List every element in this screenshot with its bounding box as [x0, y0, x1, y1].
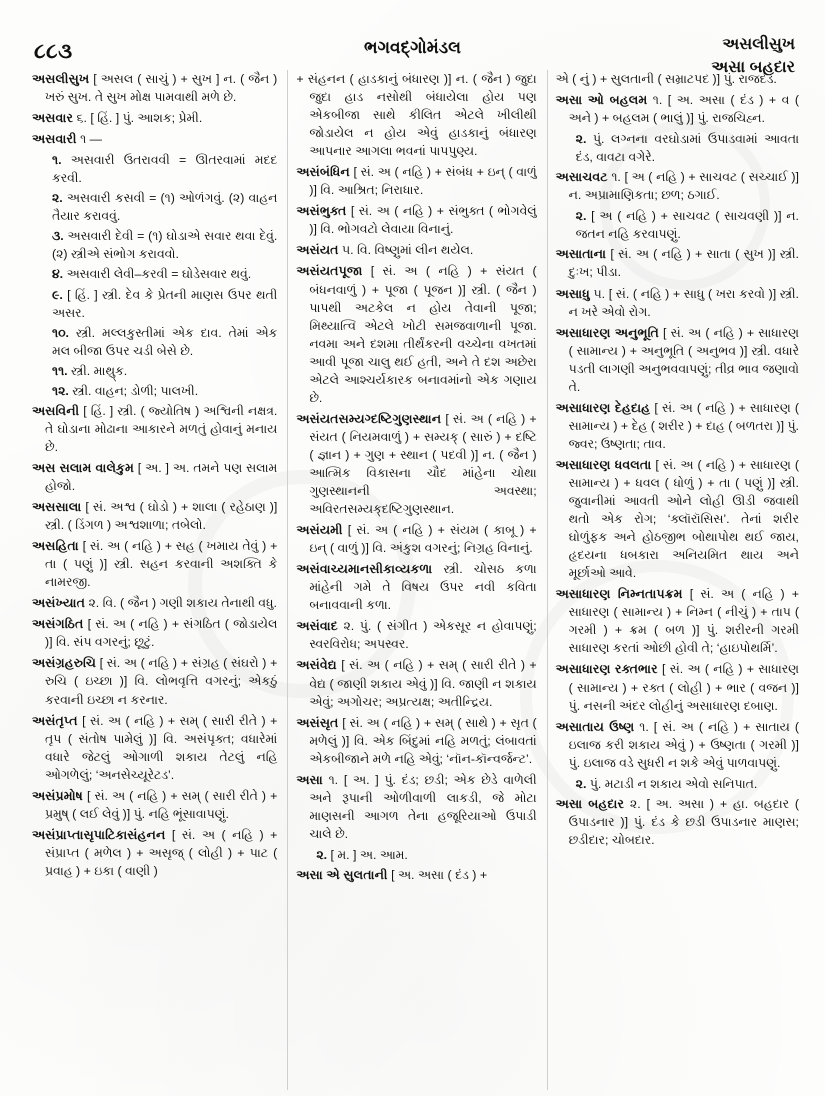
dictionary-entry — [556, 585, 799, 657]
sense-definition: અસવારી લેવી–કરવી = ઘોડેસવાર થવું. — [63, 267, 252, 282]
dictionary-entry — [296, 262, 536, 406]
entry-definition: [ અસલ ( સાચું ) + સુખ ] ન. ( જૈન ) ખરું સુખ. તે સુખ મોક્ષ પામવાથી મળે છે. — [45, 72, 278, 105]
entry-headword: અસસાલા — [32, 500, 82, 515]
entry-headword: અસંબંધિન — [296, 165, 350, 180]
dictionary-entry — [32, 787, 277, 823]
entry-definition: [ સં. અ ( નહિ ) + સાધારણ ( સામાન્ય ) + નિમ્ન ( નીચું ) + તાપ ( ગરમી ) + ક્રમ ( બળ )] પું. શરીરની ગરમી સાધારણ કરતાં ઓછી હોવી તે; ‘હાઇપોથર્મિ’. — [568, 587, 799, 656]
entry-definition: [ સં. અ ( નહિ ) + સંપ્રાપ્ત ( મળેલ ) + અસૃજ્ ( લોહી ) + પાટ ( પ્રવાહ ) + ઇકા ( વાણી ) — [45, 827, 278, 878]
entry-definition: ૫. [ સં. ( નહિ ) + સાધુ ( ખરા કરવો )] સ્ત્રી. ન ખરે એવો રોગ. — [568, 286, 799, 319]
dictionary-entry — [556, 718, 799, 772]
dictionary-sense — [32, 265, 277, 283]
entry-headword: અસા — [296, 772, 323, 787]
dictionary-entry — [32, 70, 277, 106]
entry-definition: [ સં. અ ( નહિ ) + સાધારણ ( સામાન્ય ) + ધવલ ( ધોળું ) + તા ( પણું )] સ્ત્રી. જુવાનીમાં આવતી ઓને લોહી ઊડી જવાથી થતો એક રોગ; ‘ક્લૉરૉસિસ’. તેનાં શરીર ઘોળુંફક અને હોઠજીભ બોથાપોથ થઈ જાય, હૃદયના ધબકારા અનિયમિત થાય અને મૂર્છાઓ આવે. — [568, 457, 799, 581]
entry-definition: [ સં. અ ( નહિ ) + સમ્ ( સાથે ) + સૃત ( મળેલું )] વિ. એક બિંદુમાં નહિ મળતું; લંબાવતાં એકબીજાને મળે નહિ એવું; ‘નૉન-કૉન્વર્જન્ટ’. — [309, 715, 537, 766]
dictionary-sense — [32, 382, 277, 400]
dictionary-entry — [296, 714, 536, 768]
entry-headword: અસંયમી — [296, 523, 343, 538]
entry-headword: અસા બહદાર — [555, 796, 625, 811]
dictionary-entry — [556, 399, 799, 453]
entry-definition: ૬. [ હિં. ] પું. આશક; પ્રેમી. — [73, 111, 203, 126]
entry-definition: [ સં. અ ( નહિ ) + સંયત ( બંધનવાળું ) + પૂજા ( પૂજન )] સ્ત્રી. ( જૈન ) પાપથી અટકેલ ન હોય તેવાની પૂજા; મિથ્યાત્વિ એટલે ખોટી સમજવાળાની પૂજા. નવમા અને દશમા તીર્થંકરની વચ્ચેના વખતમાં આવી પૂજા ચાલુ થઈ હતી, અને તે દશ અછેરા એટલે આશ્ચર્યકારક બનાવમાંનો એક ગણાય છે. — [309, 264, 537, 405]
entry-definition: [ અ. અસા ( દંડ ) + — [387, 867, 488, 882]
dictionary-sense — [32, 189, 277, 225]
entry-definition: [ સં. અ ( નહિ ) + સમ્ ( સારી રીતે ) + વેદ્ય ( જાણી શકાય એવું )] વિ. જાણી ન શકાય એવું; અગોચર; અપ્રત્યક્ષ; અતીન્દ્રિય. — [309, 658, 537, 709]
entry-definition: [ સં. અ ( નહિ ) + સંયમ ( કાબૂ ) + ઇન્ ( વાળું )] વિ. અંકુશ વગરનું; નિગ્રહ વિનાનું. — [309, 523, 537, 556]
text-column-3 — [547, 70, 809, 1090]
entry-headword: અસંવાચ્યમાનસીકાવ્યકળા — [296, 562, 433, 577]
dictionary-entry — [296, 521, 536, 557]
entry-definition: [ સં. અ ( નહિ ) + સંભુક્ત ( ભોગવેલું )] વિ. ભોગવટો લેવાયા વિનાનું. — [309, 204, 537, 237]
entry-headword: અસ સલામ વાલેકુમ — [32, 460, 134, 475]
entry-definition: ૧ — — [76, 132, 102, 147]
entry-headword: અસા ઓ બહલમ — [555, 93, 648, 108]
dictionary-entry — [32, 130, 277, 148]
entry-definition: [ સં. અ ( નહિ ) + સંગઠિત ( જોડાયેલ )] વિ. સંપ વગરનું; છૂટું. — [45, 617, 278, 650]
text-column-1 — [24, 70, 287, 1090]
dictionary-entry — [296, 866, 536, 884]
text-column-2 — [287, 70, 546, 1090]
entry-headword: અસાધારણ રક્તભાર — [555, 662, 658, 677]
dictionary-sense — [556, 130, 799, 166]
dictionary-sense — [32, 286, 277, 322]
dictionary-entry — [556, 245, 799, 281]
entry-headword: અસંયતપૂજા — [296, 264, 363, 279]
entry-definition: ૨. [ અ. અસા ) + હા. બહદાર ( ઉપાડનાર )] પું. દંડ કે છડી ઉપાડનાર માણસ; છડીદાર; ચોબદાર. — [568, 796, 799, 847]
entry-definition: + સંહનન ( હાડકાનું બંધારણ )] ન. ( જૈન ) જુદા જુદા હાડ નસોથી બંધાયેલા હોય પણ એકબીજા સાથે કીલિત એટલે ખીલીથી જોડાયેલ ન હોય એવું હાડકાનું બંધારણ આપનાર આગલા ભવનાં પાપપુણ્ય. — [296, 72, 537, 159]
dictionary-sense — [296, 846, 536, 864]
entry-definition: સ્ત્રી. ચોસઠ કળા માંહેની ગમે તે વિષય ઉપર નવી કવિતા બનાવવાની કળા. — [309, 562, 537, 613]
dictionary-entry — [32, 109, 277, 127]
entry-headword: અસંયત — [296, 243, 339, 258]
dictionary-entry — [32, 826, 277, 880]
entry-headword: અસંખ્યાત — [32, 596, 86, 611]
dictionary-entry — [32, 402, 277, 456]
entry-headword: અસાધારણ નિમ્નતાપક્રમ — [555, 587, 683, 602]
entry-headword: અસાધારણ ધવલતા — [555, 457, 652, 472]
dictionary-sense — [556, 207, 799, 243]
dictionary-entry — [32, 615, 277, 651]
entry-definition: ૨. વિ. ( જૈન ) ગણી શકાય તેનાથી વધુ. — [85, 596, 277, 611]
entry-definition: [ હિં. ] સ્ત્રી. ( જ્યોતિષ ) અશ્વિની નક્ષત્ર. તે ઘોડાના મોઢાના આકારને મળતું હોવાનું મનાય છે. — [45, 403, 278, 454]
sense-definition: અસવારી ઉતરાવવી = ઊતરવામાં મદદ કરવી. — [52, 153, 278, 186]
sense-number: ૨. — [575, 209, 587, 224]
dictionary-entry — [296, 241, 536, 259]
entry-definition: [ સં. અ ( નહિ ) + સહ ( ખમાય તેવું ) + તા ( પણું )] સ્ત્રી. સહન કરવાની અશક્તિ કે નામરજી. — [45, 539, 278, 590]
guide-word-last: અસા બહદાર — [711, 58, 795, 76]
sense-number: ૨. — [575, 776, 587, 791]
entry-definition: એ ( નું ) + સુલતાની ( સમ્રાટપદ )] પું. રાજદંડ. — [555, 72, 777, 86]
entry-headword: અસંભુક્ત — [296, 204, 347, 219]
entry-headword: અસવાર — [32, 111, 74, 126]
dictionary-sense — [32, 151, 277, 187]
dictionary-sense — [32, 362, 277, 380]
sense-number: ૨. — [575, 132, 587, 147]
entry-definition: [ સં. અ ( નહિ ) + સંબંધ + ઇન્ ( વાળું )] વિ. આશ્રિત; નિરાધાર. — [309, 165, 537, 198]
entry-definition: [ સં. અ ( નહિ ) + સાધારણ ( સામાન્ય ) + અનુભૂતિ ( અનુભવ )] સ્ત્રી. વધારે પડતી લાગણી અનુભવવાપણું; તીવ્ર ભાવ જણાવો તે. — [568, 325, 799, 394]
dictionary-entry — [296, 163, 536, 199]
sense-definition: પું. મટાડી ન શકાય એવો સનિપાત. — [586, 776, 758, 791]
entry-definition: ૫. વિ. વિષ્ણુમાં લીન થયેલ. — [338, 243, 474, 258]
entry-headword: અસાચવટ — [555, 170, 608, 185]
sense-number: ૪. — [52, 267, 64, 282]
entry-headword: અસા એ સુલતાની — [296, 867, 388, 882]
sense-definition: અસવારી દેવી = (૧) ઘોડાએ સવાર થવા દેવું. (૨) સ્ત્રીએ સંભોગ કરાવવો. — [52, 229, 278, 262]
entry-headword: અસંપ્રમોષ — [32, 788, 83, 803]
sense-number: ૨. — [316, 847, 328, 862]
entry-definition: ૧. [ સં. અ ( નહિ ) + સાતાય ( ઇલાજ કરી શકાય એવું ) + ઉષ્ણતા ( ગરમી )] પું. ઇલાજ વડે સુધરી ન શકે એવું પાળવાપણું. — [568, 719, 799, 770]
dictionary-entry — [32, 459, 277, 495]
entry-definition: [ સં. અશ્વ ( ઘોડો ) + શાલા ( રહેઠાણ )] સ્ત્રી. ( ડિંગળ ) અશ્વશાળા; તબેલો. — [45, 500, 278, 533]
dictionary-entry — [296, 771, 536, 843]
sense-definition: અસવારી કસવી = (૧) ઓળંગવું. (૨) વાહન તૈયાર કરાવવું. — [52, 191, 278, 224]
entry-headword: અસલીસુખ — [32, 72, 90, 86]
entry-definition: ૧. [ અ ( નહિ ) + સાચવટ ( સચ્ચાઈ )] ન. અપ્રામાણિકતા; છળ; ઠગાઈ. — [568, 170, 799, 203]
dictionary-entry — [296, 560, 536, 614]
dictionary-entry — [556, 285, 799, 321]
column-container — [24, 70, 809, 1090]
entry-definition: ૨. પું. ( સંગીત ) એકસૂર ન હોવાપણું; સ્વરવિરોધ; અપસ્વર. — [309, 619, 537, 652]
entry-headword: અસંગ્રહરુચિ — [32, 656, 96, 671]
sense-number: ૧૨. — [52, 383, 69, 398]
sense-number: ૧૧. — [52, 363, 68, 378]
dictionary-entry — [556, 456, 799, 582]
dictionary-sense — [32, 324, 277, 360]
sense-number: ૨. — [52, 191, 63, 206]
entry-headword: અસાધારણ અનુભૂતિ — [555, 325, 659, 340]
sense-definition: [ અ ( નહિ ) + સાચવટ ( સાચવણી )] ન. જતન નહિ કરવાપણું. — [575, 209, 799, 242]
sense-definition: [ હિં. ] સ્ત્રી. દેવ કે પ્રેતની માણસ ઉપર થતી અસર. — [52, 287, 278, 320]
page-number: ૮૮૩ — [34, 40, 73, 63]
entry-definition: ૧. [ અ. અસા ( દંડ ) + વ ( અને ) + બહલમ ( ભાલું )] પું. રાજચિહ્ન. — [568, 93, 799, 126]
entry-headword: અસંયતસમ્યગ્દષ્ટિગુણસ્થાન — [296, 411, 442, 426]
sense-definition: સ્ત્રી. વાહન; ડોળી; પાલખી. — [68, 383, 199, 398]
entry-definition: [ સં. અ ( નહિ ) + સાધારણ ( સામાન્ય ) + દેહ ( શરીર ) + દાહ ( બળતરા )] પું. જ્વર; ઉષ્ણતા; તાવ. — [568, 400, 799, 451]
page-header — [0, 18, 825, 76]
dictionary-entry — [556, 660, 799, 714]
sense-number: ૯. — [52, 287, 63, 302]
dictionary-entry — [556, 91, 799, 127]
entry-definition: [ સં. અ ( નહિ ) + સાતા ( સુખ )] સ્ત્રી. દુઃખ; પીડા. — [568, 247, 799, 280]
entry-headword: અસહિતા — [32, 539, 79, 554]
entry-definition: [ સં. અ ( નહિ ) + સમ્ ( સારી રીતે ) + તૃપ ( સંતોષ પામેલું )] વિ. અસંપૃક્ત; વધારેમાં વધારે જેટલું ઓગાળી શકાય તેટલું નહિ ઓગળેલું; ‘અનસેચ્યૂરેટડ’. — [45, 713, 278, 782]
entry-headword: અસંતૃપ્ત — [32, 713, 78, 728]
dictionary-entry — [296, 70, 536, 160]
sense-number: ૩. — [52, 229, 64, 244]
entry-headword: અસવારી — [32, 132, 77, 147]
dictionary-sense — [556, 775, 799, 793]
dictionary-entry — [296, 656, 536, 710]
book-title: ભગવદ્ગોમંડલ — [364, 38, 461, 57]
dictionary-entry — [556, 795, 799, 849]
entry-headword: અસાધારણ દેહદાહ — [555, 400, 651, 415]
dictionary-entry — [296, 410, 536, 518]
sense-definition: સ્ત્રી. મલ્લકુસ્તીમાં એક દાવ. તેમાં એક મલ બીજા ઉપર ચડી બેસે છે. — [52, 325, 278, 358]
entry-headword: અસાતાના — [555, 247, 607, 262]
sense-number: ૧૦. — [52, 325, 69, 340]
dictionary-entry — [556, 70, 799, 88]
sense-definition: સ્ત્રી. માથુ્ક. — [67, 363, 128, 378]
entry-definition: [ સં. અ ( નહિ ) + સંયત ( નિયમવાળું ) + સમ્યક્ ( સારું ) + દષ્ટિ ( જ્ઞાન ) + ગુણ + સ્થાન ( પદવી )] ન. ( જૈન ) આત્મિક વિકાસના ચૌદ માંહેના ચોથા ગુણસ્થાનની અવસ્થા; અવિરતસમ્યક્‌દષ્ટિગુણસ્થાન. — [309, 411, 537, 517]
entry-headword: અસંવાદ — [296, 619, 338, 634]
entry-definition: [ સં. અ ( નહિ ) + સંગ્રહ ( સંઘરો ) + રુચિ ( ઇચ્છા )] વિ. લોભવૃત્તિ વગરનું; એકઠું કરવાની ઇચ્છા ન કરનાર. — [45, 656, 278, 707]
entry-definition: ૧. [ અ. ] પું. દંડ; છડી; એક છેડે વાળેલી અને રૂપાની ઓળીવાળી લાકડી, જે મોટા માણસની આગળ તેના હજૂરિયાઓ ઉપાડી ચાલે છે. — [309, 772, 537, 841]
guide-word-first: અસલીસુખ — [722, 36, 795, 53]
sense-definition: પું. લગ્નના વરઘોડામાં ઉપાડવામાં આવતા દંડ, વાવટા વગેરે. — [575, 132, 799, 165]
dictionary-entry — [32, 498, 277, 534]
dictionary-entry — [32, 712, 277, 784]
dictionary-entry — [32, 594, 277, 612]
entry-headword: અસંપ્રાપ્તાસૃપાટિકાસંહનન — [32, 827, 166, 842]
entry-definition: [ સં. અ ( નહિ ) + સાધારણ ( સામાન્ય ) + રક્ત ( લોહી ) + ભાર ( વજન )] પું. નસની અંદર લોહીનું અસાધારણ દબાણ. — [568, 662, 799, 713]
entry-headword: અસાધુ — [555, 286, 590, 301]
entry-definition: [ અ. ] અ. તમને પણ સલામ હોજો. — [45, 460, 278, 493]
sense-number: ૧. — [52, 153, 62, 168]
entry-headword: અસંગઠિત — [32, 617, 84, 632]
dictionary-sense — [32, 227, 277, 263]
entry-definition: [ સં. અ ( નહિ ) + સમ્ ( સારી રીતે ) + પ્રમુષ્ ( લઈ લેવું )] પું. નહિ ભૂંસાવાપણું. — [45, 788, 278, 821]
entry-headword: અસાતાય ઉષ્ણ — [555, 719, 635, 734]
dictionary-entry — [556, 168, 799, 204]
dictionary-entry — [32, 654, 277, 708]
entry-headword: અસંવેદ્ય — [296, 658, 337, 673]
entry-headword: અસવિની — [32, 403, 80, 418]
dictionary-entry — [556, 324, 799, 396]
entry-headword: અસંસૃત — [296, 715, 339, 730]
dictionary-entry — [32, 537, 277, 591]
sense-definition: [ મ. ] અ. આમ. — [327, 847, 408, 862]
dictionary-entry — [296, 617, 536, 653]
dictionary-entry — [296, 202, 536, 238]
